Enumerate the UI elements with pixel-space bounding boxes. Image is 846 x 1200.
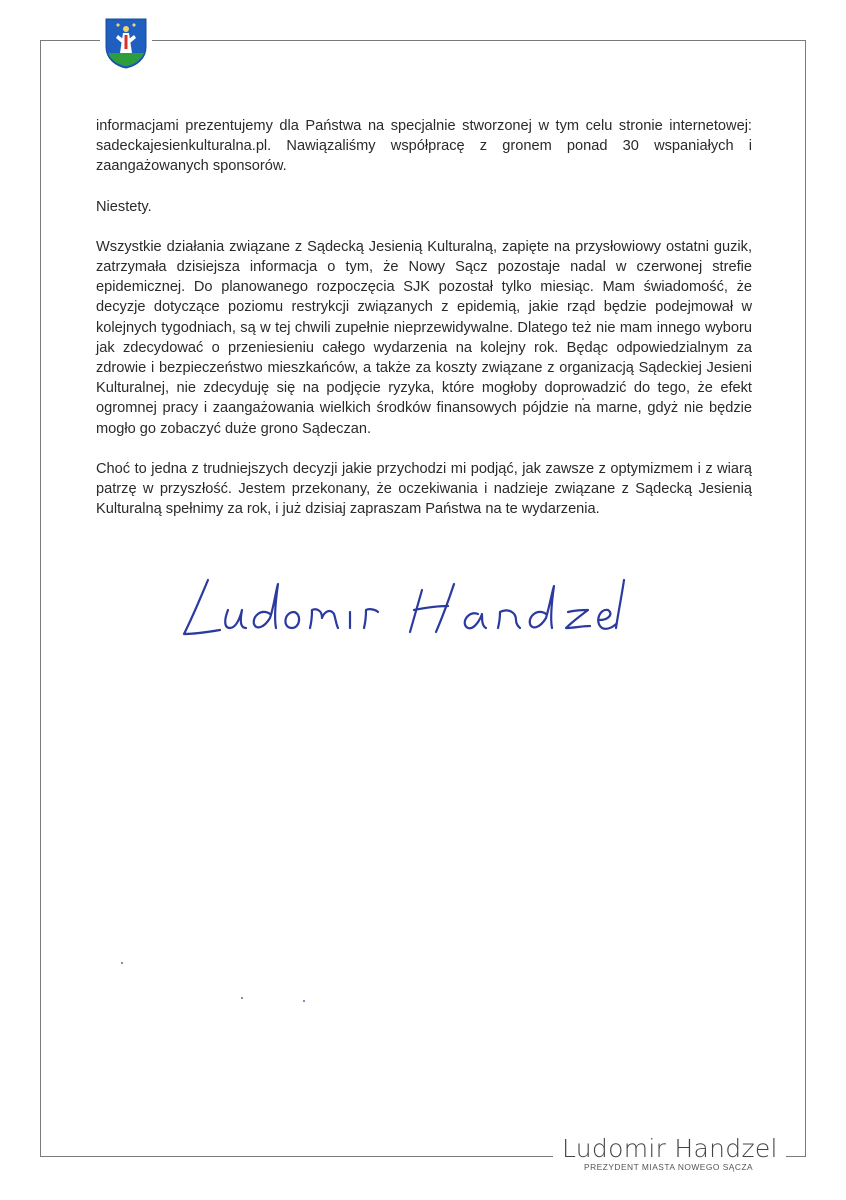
frame-top-line-right xyxy=(152,40,805,41)
footer-title: PREZYDENT MIASTA NOWEGO SĄCZA xyxy=(584,1162,754,1172)
frame-top-line-left xyxy=(40,40,100,41)
letter-body xyxy=(96,116,752,539)
frame-right-line xyxy=(805,40,806,1156)
frame-left-line xyxy=(40,40,41,1156)
frame-bottom-line-right xyxy=(786,1156,806,1157)
handwritten-signature xyxy=(178,574,628,644)
paragraph-niestety: Niestety. xyxy=(96,198,152,215)
frame-bottom-line-left xyxy=(40,1156,553,1157)
paragraph-decision: Wszystkie działania związane z Sądecką Jesienią Kulturalną, zapięte na przysłowiowy ostatni guzik, zatrzymała dzisiejsza informacja o tym, że Nowy Sącz pozostaje nadal w czerwonej strefie epidemicznej. Do planowanego rozpoczęcia SJK pozostał tylko miesiąc. Mam świadomość, że decyzje dotyczące poziomu restrykcji związanych z epidemią, jakie rząd będzie podejmował w kolejnych tygodniach, są w tej chwili zupełnie nieprzewidywalne. Dlatego też nie mam innego wyboru jak zdecydować o przeniesieniu całego wydarzenia na kolejny rok. Będąc odpowiedzialnym za zdrowie i bezpieczeństwo mieszkańców, a także za koszty związane z organizacją Sądeckiej Jesieni Kulturalnej, nie zdecyduję się na podjęcie ryzyka, które mogłoby doprowadzić do tego, że efekt ogromnej pracy i zaangażowania wielkich środków finansowych pójdzie na marne, gdyż nie będzie mogło go zobaczyć duże grono Sądeczan. xyxy=(96,238,752,437)
paragraph-closing: Choć to jedna z trudniejszych decyzji jakie przychodzi mi podjąć, jak zawsze z optymizmem i z wiarą patrzę w przyszłość. Jestem przekonany, że oczekiwania i nadzieje związane z Sądecką Jesienią Kulturalną spełnimy za rok, i już dzisiaj zapraszam Państwa na te wydarzenia. xyxy=(96,460,752,518)
footer-name: Ludomir Handzel xyxy=(562,1134,778,1163)
city-crest-icon xyxy=(104,17,148,69)
paragraph-sponsors: informacjami prezentujemy dla Państwa na specjalnie stworzonej w tym celu stronie internetowej: sadeckajesienkulturalna.pl. Nawiązaliśmy współpracę z gronem ponad 30 wspaniałych i zaangażowanych sponsorów. xyxy=(96,118,752,175)
